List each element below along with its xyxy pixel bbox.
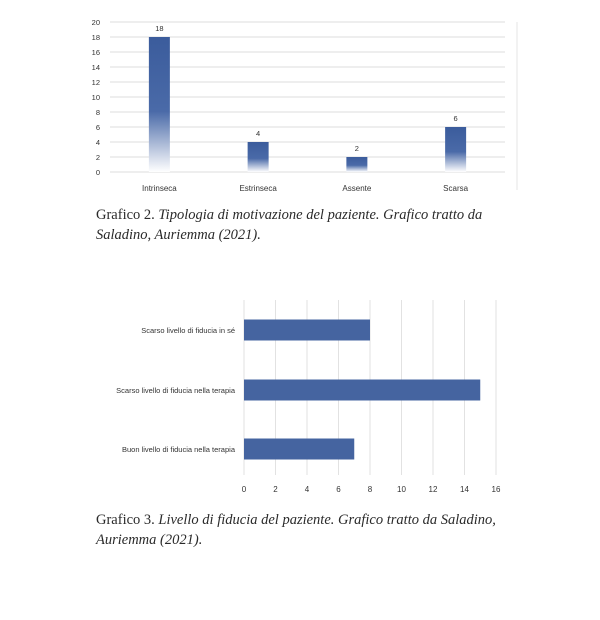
- category-label: Scarso livello di fiducia in sé: [141, 326, 235, 335]
- y-tick-label: 4: [95, 138, 100, 147]
- data-label: 4: [256, 129, 261, 138]
- x-tick-label: 10: [397, 485, 406, 494]
- y-tick-label: 0: [95, 168, 100, 177]
- x-tick-label: 4: [304, 485, 310, 494]
- y-tick-label: 2: [95, 153, 100, 162]
- y-tick-label: 6: [95, 123, 100, 132]
- x-tick-label: 8: [367, 485, 373, 494]
- caption-text: Tipologia di motivazione del paziente. Grafico tratto da Saladino, Auriemma (2021).: [96, 207, 483, 243]
- chart-2-caption: [96, 205, 526, 245]
- bar: [346, 157, 367, 172]
- category-label: Scarsa: [443, 184, 469, 193]
- y-tick-label: 8: [95, 108, 100, 117]
- horizontal-bar-chart: [0, 285, 600, 500]
- data-label: 2: [354, 144, 359, 153]
- x-tick-label: 6: [336, 485, 341, 494]
- bar: [244, 320, 370, 341]
- chart-3-caption: [96, 510, 526, 550]
- bar: [244, 380, 480, 401]
- caption-text: Livello di fiducia del paziente. Grafico tratto da Saladino, Auriemma (2021).: [96, 512, 496, 548]
- bar: [244, 439, 354, 460]
- caption-lead: Grafico 2.: [96, 207, 155, 223]
- category-label: Assente: [342, 184, 372, 193]
- x-tick-label: 16: [491, 485, 501, 494]
- y-tick-label: 10: [91, 93, 100, 102]
- bar: [248, 142, 269, 172]
- x-tick-label: 12: [428, 485, 438, 494]
- x-tick-label: 0: [241, 485, 247, 494]
- data-label: 6: [453, 114, 458, 123]
- bar: [149, 37, 170, 172]
- category-label: Scarso livello di fiducia nella terapia: [116, 386, 235, 395]
- y-tick-label: 12: [91, 78, 100, 87]
- category-label: Intrinseca: [142, 184, 177, 193]
- vertical-bar-chart: [0, 0, 600, 200]
- y-tick-label: 18: [91, 33, 100, 42]
- y-tick-label: 20: [91, 18, 100, 27]
- category-label: Estrinseca: [239, 184, 277, 193]
- bar: [445, 127, 466, 172]
- y-tick-label: 14: [91, 63, 100, 72]
- category-label: Buon livello di fiducia nella terapia: [122, 445, 235, 454]
- data-label: 18: [155, 24, 164, 33]
- x-tick-label: 2: [273, 485, 278, 494]
- y-tick-label: 16: [91, 48, 100, 57]
- caption-lead: Grafico 3.: [96, 512, 155, 528]
- x-tick-label: 14: [460, 485, 469, 494]
